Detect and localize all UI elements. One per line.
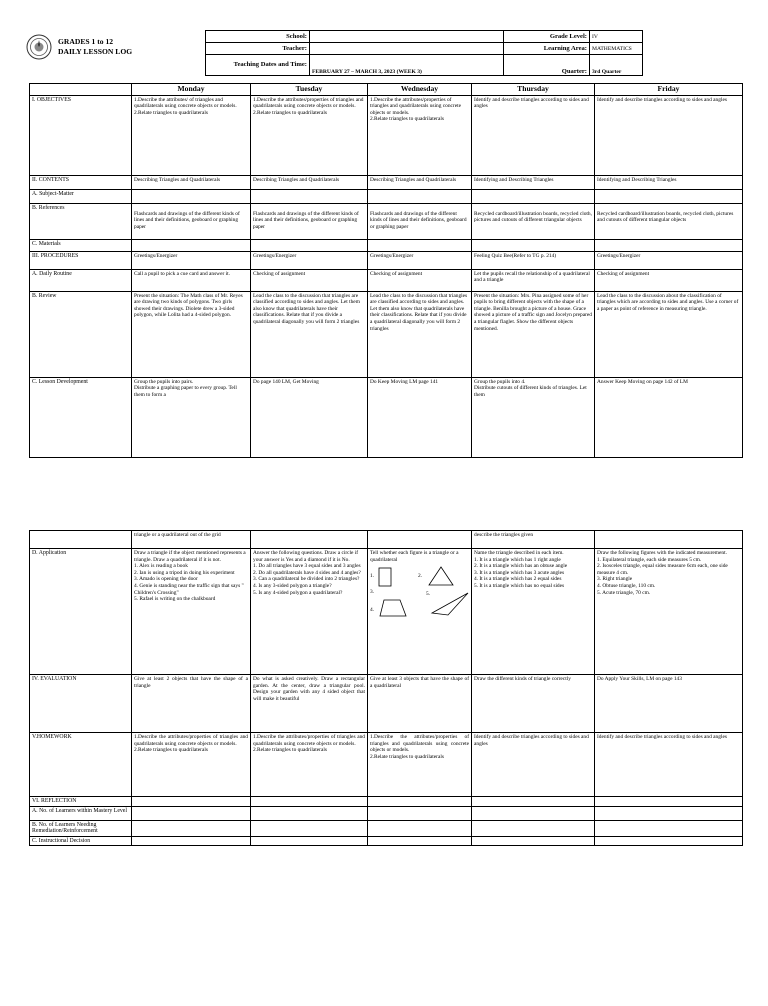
references-tuesday: Flashcards and drawings of the different kinds of lines and their definitions, geoboard or graphing paper	[251, 203, 368, 239]
application-monday: Draw a triangle if the object mentioned represents a triangle. Draw a quadrilateral if it is not. 1. Alex is reading a book 2. Ian is using a tripod in doing his experiment 3. Amado is opening the door 4. Genie is standing near the traffic sign that says " Children's Crossing" 5. Rafael is writing on the chalkboard	[132, 549, 251, 675]
contents-friday: Identifying and Describing Triangles	[595, 175, 743, 189]
lesson-development-friday: Answer Keep Moving on page 142 of LM	[595, 377, 743, 457]
rectangle-figure-icon	[378, 567, 392, 587]
figure-set	[370, 565, 469, 617]
grade-level-label: Grade Level:	[504, 31, 590, 43]
references-wednesday: Flashcards and drawings of the different kinds of lines and their definitions, geoboard or graphing paper	[368, 203, 472, 239]
subject-matter-row	[30, 189, 743, 203]
reflection-row	[30, 797, 743, 807]
row-label-objectives: I. OBJECTIVES	[30, 95, 132, 175]
row-label-lesson-development: C. Lesson Development	[30, 377, 132, 457]
teacher-value	[310, 43, 504, 55]
review-tuesday: Lead the class to the discussion that triangles are classified according to sides and angles. Let them also know that quadrilaterals have their classifications. Relate that if you divide a quadrilateral diagonally you will form 2 triangles	[251, 291, 368, 377]
objectives-row	[30, 95, 743, 175]
daily-routine-friday: Checking of assignment	[595, 269, 743, 291]
subject-matter-monday	[132, 189, 251, 203]
grade-level-value: IV	[590, 31, 643, 43]
application-tuesday: Answer the following questions. Draw a circle if your answer is Yes and a diamond if it is No. 1. Do all triangles have 3 equal sides and 3 angles 2. Do all quadrilaterals have 4 sides and 4 angles? 3. Can a quadrilateral be divided into 2 triangles? 4. Is any 3-sided polygon a triangle? 5. Is any 4-sided polygon a quadrilateral?	[251, 549, 368, 675]
row-label-instructional-decision: C. Instructional Decision	[30, 836, 132, 846]
row-label-reflection: VI. REFLECTION	[30, 797, 132, 807]
contents-row	[30, 175, 743, 189]
application-friday: Draw the following figures with the indicated measurement. 1. Equilateral triangle, each side measures 5 cm. 2. Isosceles triangle, equal sides measure 6cm each, one side measure 4 cm. 3. Right triangle 4. Obtuse triangle, 110 cm. 5. Acute triangle, 70 cm.	[595, 549, 743, 675]
row-label-application: D. Application	[30, 549, 132, 675]
day-header-row	[30, 84, 743, 96]
lesson-development-monday: Group the pupils into pairs. Distribute a graphing paper to every group. Tell them to form a	[132, 377, 251, 457]
row-label-materials: C. Materials	[30, 239, 132, 251]
materials-friday	[595, 239, 743, 251]
day-header-blank	[30, 84, 132, 96]
cont-cell-friday	[595, 531, 743, 549]
trapezoid-figure-icon	[378, 599, 408, 617]
objectives-monday: 1.Describe the attributes/ of triangles and quadrilaterals using concrete objects or models. 2.Relate triangles to quadrilaterals	[132, 95, 251, 175]
objectives-wednesday: 1.Describe the attributes/properties of triangles and quadrilaterals using concrete objects or models. 2.Relate triangles to quadrilaterals	[368, 95, 472, 175]
homework-monday: 1.Describe the attributes/properties of triangles and quadrilaterals using concrete objects or models. 2.Relate triangles to quadrilaterals	[132, 733, 251, 797]
references-row	[30, 203, 743, 239]
subject-matter-tuesday	[251, 189, 368, 203]
references-monday: Flashcards and drawings of the different kinds of lines and their definitions, geoboard or graphing paper	[132, 203, 251, 239]
evaluation-friday: Do Apply Your Skills, LM on page 143	[595, 675, 743, 733]
review-row	[30, 291, 743, 377]
quarter-value: 3rd Quarter	[590, 55, 643, 76]
lesson-table-page-2	[29, 530, 743, 846]
homework-row	[30, 733, 743, 797]
objectives-tuesday: 1.Describe the attributes/properties of triangles and quadrilaterals using concrete objects or models. 2.Relate triangles to quadrilaterals	[251, 95, 368, 175]
brand-line-1: GRADES 1 to 12	[58, 37, 114, 46]
homework-friday: Identify and describe triangles according to sides and angles	[595, 733, 743, 797]
row-label-remediation: B. No. of Learners Needing Remediation/Reinforcement	[30, 820, 132, 836]
lesson-development-tuesday: Do page 140 LM, Get Moving	[251, 377, 368, 457]
figure-label-5: 5.	[426, 591, 431, 598]
figure-label-4: 4.	[370, 607, 375, 614]
materials-tuesday	[251, 239, 368, 251]
procedures-row	[30, 251, 743, 269]
review-monday: Present the situation: The Math class of Mr. Reyes are drawing two kinds of polygons. Two girls showed their drawings. Diolete drew a 3-sided polygon, while Lolita had a 4-sided polygon.	[132, 291, 251, 377]
subject-matter-wednesday	[368, 189, 472, 203]
triangle-figure-icon	[428, 566, 454, 586]
teacher-label: Teacher:	[206, 43, 310, 55]
row-label-contents: II. CONTENTS	[30, 175, 132, 189]
lesson-development-row	[30, 377, 743, 457]
day-header-tuesday: Tuesday	[251, 84, 368, 96]
evaluation-tuesday: Do what is asked creatively. Draw a rectangular garden. At the center, draw a triangular pool. Design your garden with any 4 sided object that will make it beautiful	[251, 675, 368, 733]
figure-label-2: 2.	[418, 573, 423, 580]
contents-thursday: Identifying and Describing Triangles	[472, 175, 595, 189]
procedures-wednesday: Greetings/Energizer	[368, 251, 472, 269]
mastery-row	[30, 806, 743, 820]
quarter-label: Quarter:	[504, 55, 590, 76]
cont-cell-monday: triangle or a quadrilateral out of the grid	[132, 531, 251, 549]
references-friday: Recycled cardboard/illustration boards, recycled cloth, pictures and cutouts of different triangular objects	[595, 203, 743, 239]
subject-matter-thursday	[472, 189, 595, 203]
contents-wednesday: Describing Triangles and Quadrilaterals	[368, 175, 472, 189]
daily-routine-row	[30, 269, 743, 291]
row-label-subject-matter: A. Subject-Matter	[30, 189, 132, 203]
procedures-monday: Greetings/Energizer	[132, 251, 251, 269]
row-label-mastery: A. No. of Learners within Mastery Level	[30, 806, 132, 820]
figure-label-1: 1.	[370, 573, 375, 580]
homework-thursday: Identify and describe triangles according to sides and angles	[472, 733, 595, 797]
obtuse-triangle-figure-icon	[430, 591, 470, 617]
objectives-friday: Identify and describe triangles according to sides and angles	[595, 95, 743, 175]
review-wednesday: Lead the class to the discussion that triangles are classified according to sides and angles. Let them also know that quadrilaterals have their classifications. Relate that if you divide a quadrilateral diagonally you will form 2 triangles	[368, 291, 472, 377]
row-label-procedures: III. PROCEDURES	[30, 251, 132, 269]
homework-tuesday: 1.Describe the attributes/properties of triangles and quadrilaterals using concrete objects or models. 2.Relate triangles to quadrilaterals	[251, 733, 368, 797]
procedures-thursday: Feeling Quiz Bee(Refer to TG p. 214)	[472, 251, 595, 269]
day-header-thursday: Thursday	[472, 84, 595, 96]
learning-area-label: Learning Area:	[504, 43, 590, 55]
school-label: School:	[206, 31, 310, 43]
application-wednesday	[368, 549, 472, 675]
materials-monday	[132, 239, 251, 251]
daily-routine-thursday: Let the pupils recall the relationship of a quadrilateral and a triangle	[472, 269, 595, 291]
materials-wednesday	[368, 239, 472, 251]
lesson-development-wednesday: Do Keep Moving LM page 141	[368, 377, 472, 457]
remediation-row	[30, 820, 743, 836]
row-label-references: B. References	[30, 203, 132, 239]
deped-seal-icon	[26, 34, 52, 60]
evaluation-row	[30, 675, 743, 733]
daily-routine-monday: Call a pupil to pick a cue card and answer it.	[132, 269, 251, 291]
row-label-review: B. Review	[30, 291, 132, 377]
figure-label-3: 3.	[370, 589, 375, 596]
day-header-monday: Monday	[132, 84, 251, 96]
lesson-development-thursday: Group the pupils into 4. Distribute cutouts of different kinds of triangles. Let them	[472, 377, 595, 457]
teaching-dates-value: FEBRUARY 27 – MARCH 3, 2023 (WEEK 3)	[310, 55, 504, 76]
application-row	[30, 549, 743, 675]
objectives-thursday: Identify and describe triangles according to sides and angles	[472, 95, 595, 175]
row-label-evaluation: IV. EVALUATION	[30, 675, 132, 733]
lesson-table-page-1	[29, 83, 743, 458]
contents-monday: Describing Triangles and Quadrilaterals	[132, 175, 251, 189]
school-value	[310, 31, 504, 43]
cont-cell-tuesday	[251, 531, 368, 549]
cont-cell-wednesday	[368, 531, 472, 549]
materials-thursday	[472, 239, 595, 251]
evaluation-wednesday: Give at least 3 objects that have the shape of a quadrilateral	[368, 675, 472, 733]
homework-wednesday: 1.Describe the attributes/properties of triangles and quadrilaterals using concrete objects or models. 2.Relate triangles to quadrilaterals	[368, 733, 472, 797]
application-wednesday-text: Tell whether each figure is a triangle or a quadrilateral	[370, 550, 459, 563]
subject-matter-friday	[595, 189, 743, 203]
evaluation-monday: Give at least 2 objects that have the shape of a triangle	[132, 675, 251, 733]
header-info-table	[205, 30, 643, 76]
row-label-homework: V.HOMEWORK	[30, 733, 132, 797]
brand-line-2: DAILY LESSON LOG	[58, 47, 133, 56]
references-thursday: Recycled cardboard/illustration boards, recycled cloth, pictures and cutouts of different triangular objects	[472, 203, 595, 239]
lesson-development-continued-row	[30, 531, 743, 549]
evaluation-thursday: Draw the different kinds of triangle correctly	[472, 675, 595, 733]
procedures-friday: Greetings/Energizer	[595, 251, 743, 269]
daily-routine-tuesday: Checking of assignment	[251, 269, 368, 291]
cont-cell-thursday: describe the triangles given	[472, 531, 595, 549]
day-header-wednesday: Wednesday	[368, 84, 472, 96]
day-header-friday: Friday	[595, 84, 743, 96]
materials-row	[30, 239, 743, 251]
daily-routine-wednesday: Checking of assignment	[368, 269, 472, 291]
review-thursday: Present the situation: Mrs. Pina assigned some of her pupils to bring different objects with the shape of a triangle. Benilla brought a picture of a house. Grace showed a picture of a traffic sign and Jocelyn prepared a triangular flaglet. Show the different objects mentioned.	[472, 291, 595, 377]
application-thursday: Name the triangle described in each item. 1. It is a triangle which has 1 right angle 2. It is a triangle which has an obtuse angle 3. It is a triangle which has 3 acute angles 4. It is a triangle which has 2 equal sides 5. It is a triangle which has no equal sides	[472, 549, 595, 675]
teaching-dates-label: Teaching Dates and Time:	[206, 55, 310, 76]
contents-tuesday: Describing Triangles and Quadrilaterals	[251, 175, 368, 189]
row-label-daily-routine: A. Daily Routine	[30, 269, 132, 291]
document-brand-title	[58, 37, 132, 57]
learning-area-value: MATHEMATICS	[590, 43, 643, 55]
review-friday: Lead the class to the discussion about the classification of triangles which are according to sides and angles. Use a corner of a paper as point of reference in measuring triangle.	[595, 291, 743, 377]
procedures-tuesday: Greetings/Energizer	[251, 251, 368, 269]
instructional-decision-row	[30, 836, 743, 846]
